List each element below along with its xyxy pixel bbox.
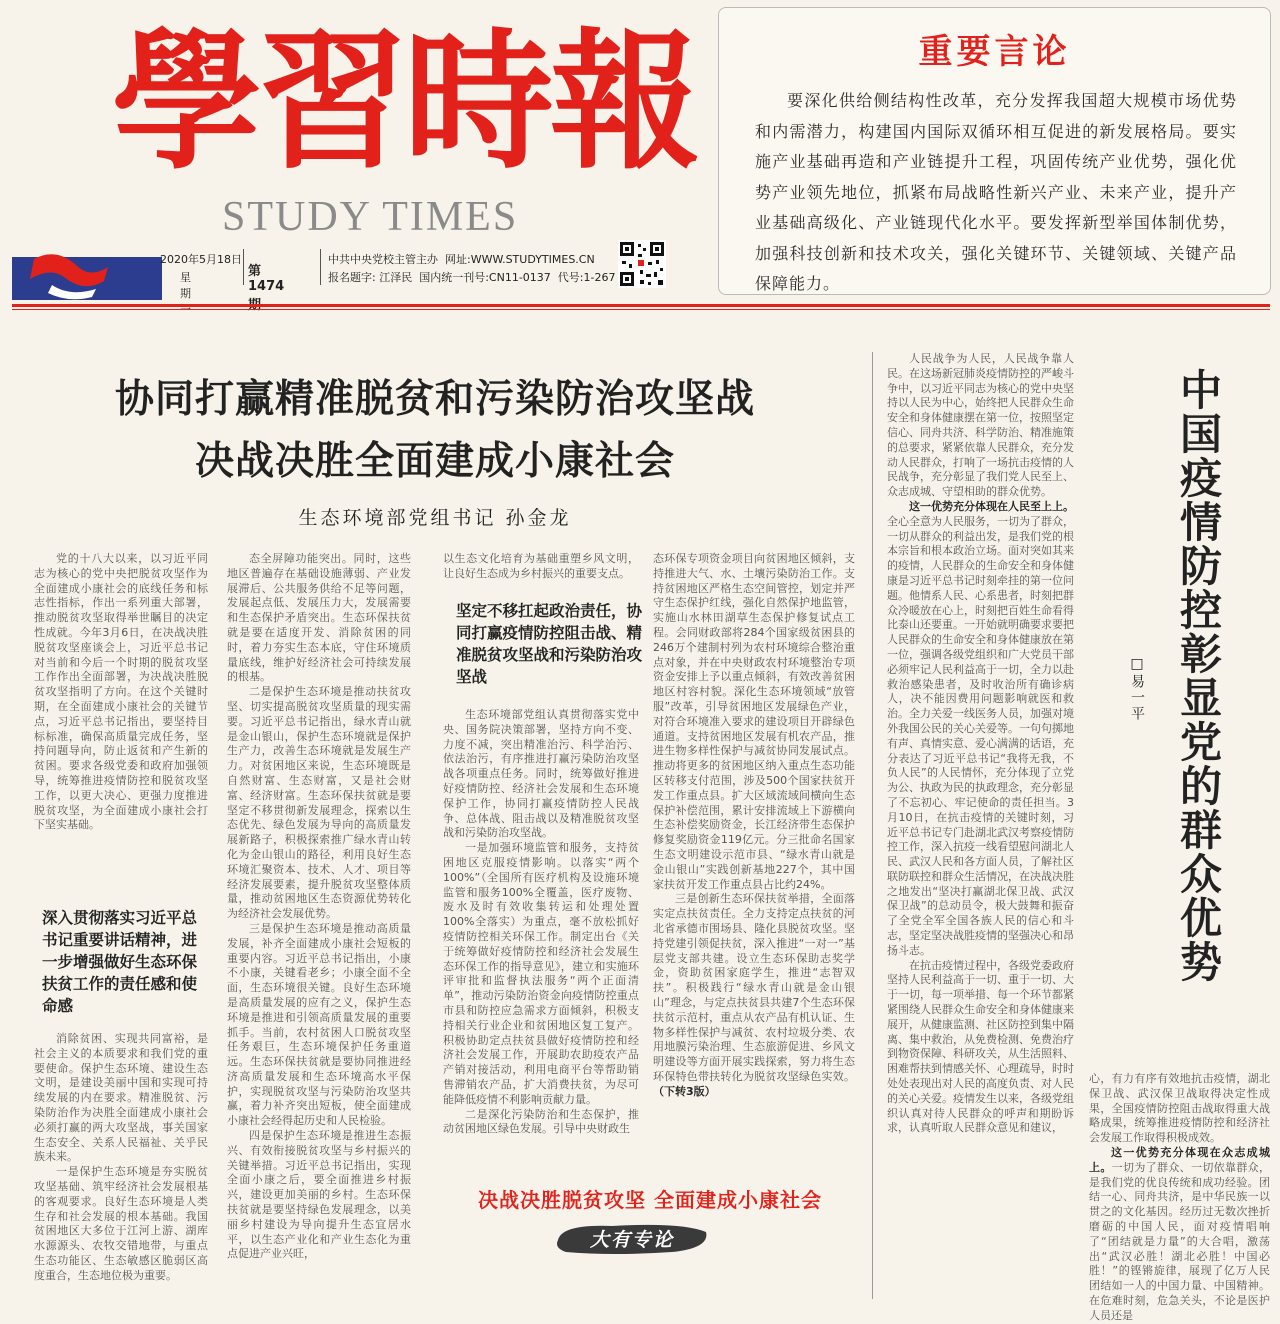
paragraph: 态环保专项资金项目向贫困地区倾斜，支持推进大气、水、土壤污染防治工作。支持贫困地区严格生态空间管控，划定并严守生态保护红线，强化自然保护地监管，实施山水林田湖草生态保护修复试点工程。会同财政部将284个国家级贫困县的246万个建制村列为农村环境综合整治重点对象，并在中央财政农村环境整治专项资金安排上予以重点倾斜，有效改善贫困地区村容村貌。深化生态环境领域“放管服”改革，引导贫困地区发展绿色产业，对符合环境准入要求的建设项目开辟绿色通道。支持贫困地区发展有机农产品，推进生物多样性保护与减贫协同发展试点。推动将更多的贫困地区纳入重点生态功能区转移支付范围，涉及500个国家扶贫开发工作重点县。扩大区域流域间横向生态保护补偿范围，累计安排流域上下游横向生态补偿奖励资金，长江经济带生态保护修复奖励资金119亿元。分三批命名国家生态文明建设示范市县、“绿水青山就是金山银山”实践创新基地227个，其中国家扶贫开发工作重点县占比约24%。	[653, 552, 855, 891]
masthead	[0, 0, 1280, 316]
paragraph: 心，有力有序有效地抗击疫情，湖北保卫战、武汉保卫战取得决定性成果，全国疫情防控阻击战取得重大战略成果，统筹推进疫情防控和经济社会发展工作取得积极成效。	[1089, 1072, 1270, 1145]
remarks-body: 要深化供给侧结构性改革，充分发挥我国超大规模市场优势和内需潜力，构建国内国际双循环相互促进的新发展格局。要实施产业基础再造和产业链提升工程，巩固传统产业优势，强化优势产业领先地位，抓紧布局战略性新兴产业、未来产业，提升产业基础高级化、产业链现代化水平。要发挥新型举国体制优势，加强科技创新和技术攻关，强化关键环节、关键领域、关键产品保障能力。	[755, 91, 1237, 293]
publisher-line	[328, 251, 595, 267]
issue-number: 第1474	[248, 264, 285, 294]
paragraph-text: 一切为了群众、一切依靠群众，是我们党的优良传统和成功经验。团结一心、同舟共济，是中华民族一以贯之的文化基因。经历过无数次挫折磨砺的中国人民，面对疫情唱响了“团结就是力量”的大合唱，激荡出“武汉必胜！湖北必胜！中国必胜！”的铿锵旋律，展现了亿万人民团结如一人的中国力量、中国精神。在危难时刻，危急关头，不论是医护人员还是	[1089, 1160, 1271, 1322]
qr-code-icon[interactable]	[618, 240, 666, 288]
column-seal	[552, 1218, 712, 1258]
paragraph: 消除贫困、实现共同富裕，是社会主义的本质要求和我们党的重要使命。保护生态环境、建设生态文明，是建设美丽中国和实现可持续发展的内在要求。精准脱贫、污染防治作为决胜全面建成小康社会必须打赢的两大攻坚战，事关国家生态安全、关系人民福祉、关乎民族未来。	[34, 1032, 208, 1164]
article-headline-secondary[interactable]: 决战决胜全面建成小康社会	[194, 439, 675, 484]
paragraph-lead: 这一优势充分体现在众志成城上。	[1089, 1145, 1270, 1174]
commentary-title[interactable]: 中国疫情防控彰显党的群众优势	[1174, 368, 1223, 984]
section-heading: 深入贯彻落实习近平总书记重要讲话精神，进一步增强做好生态环保扶贫工作的责任感和使命感	[42, 909, 198, 1015]
paragraph: 一是加强环境监管和服务，支持贫困地区克服疫情影响。以落实“两个100%”（全国所有医疗机构及设施环境监管和服务100%全覆盖，医疗废物、废水及时有效收集转运和处理处置100%全落实）为重点，毫不放松抓好疫情防控相关环保工作。制定出台《关于统筹做好疫情防控和经济社会发展生态环保工作的指导意见》，建立和实施环评审批和监督执法服务“两个正面清单”，推动污染防治资金向疫情防控重点市县和防控应急需求方面倾斜，积极支持相关行业企业和贫困地区复工复产。积极协助定点扶贫县做好疫情防控和经济社会发展工作，开展助农助疫农产品产销对接活动，利用电商平台等帮助销售滞销农产品，扩大消费扶贫，为尽可能降低疫情不利影响贡献力量。	[443, 841, 639, 1106]
paragraph-text: 三是创新生态环保扶贫举措，全面落实定点扶贫责任。全力支持定点扶贫的河北省承德市围场县、隆化县脱贫攻坚。坚持党建引领促扶贫，深入推进“一对一”基层党支部共建。设立生态环保助志奖学金，资助贫困家庭学生，推进“志智双扶”。积极践行“绿水青山就是金山银山”理念，与定点扶贫县共建7个生态环保扶贫示范村，重点从农产品有机认证、生物多样性保护与减贫、农村垃圾分类、农用地膜污染治理、生态旅游促进、乡风文明建设等方面开展实践探索，努力将生态环保特色带扶转化为脱贫攻坚绿色实效。	[653, 892, 855, 1083]
issue-weekday: 星期一	[180, 271, 191, 316]
article-column-1	[34, 552, 208, 900]
article-column-1-cont	[34, 1032, 208, 1299]
divider	[243, 249, 244, 285]
article-column-3	[443, 552, 639, 584]
paragraph: 一是保护生态环境是夯实脱贫攻坚基础、筑牢经济社会发展根基的客观要求。良好生态环境是人类生存和社会发展的根本基础。我国贫困地区大多位于江河上游、湖库水源源头、农牧交错地带，与重点生态功能区、生态敏感区脆弱区高度重合，生态地位极为重要。	[34, 1165, 208, 1282]
sponsor: 中共中央党校主管主办	[328, 253, 438, 266]
cn-number: 国内统一刊号:CN11-0137	[419, 271, 551, 284]
paragraph: 人民战争为人民，人民战争靠人民。在这场新冠肺炎疫情防控的严峻斗争中，以习近平同志为核心的党中央坚持以人民为中心，始终把人民群众生命安全和身体健康摆在第一位，按照坚定信心、同舟共济、科学防治、精准施策的总要求，紧紧依靠人民群众，充分发动人民群众，打响了一场抗击疫情的人民战争，充分彰显了我们党人民至上、众志成城、守望相助的群众优势。	[887, 352, 1074, 499]
seal-label: 大有专论	[589, 1229, 675, 1251]
masthead-divider	[12, 304, 1270, 307]
divider	[320, 249, 321, 285]
campaign-banner: 决战决胜脱贫攻坚 全面建成小康社会	[478, 1188, 822, 1212]
paragraph: 二是保护生态环境是推动扶贫攻坚、切实提高脱贫攻坚质量的现实需要。习近平总书记指出，绿水青山就是金山银山，保护生态环境就是保护生产力，改善生态环境就是发展生产力。对贫困地区来说，生态环境既是自然财富、生态财富，又是社会财富、经济财富。生态环保扶贫就是要坚定不移贯彻新发展理念，探索以生态优先、绿色发展为导向的高质量发展新路子，积极探索推广绿水青山转化为金山银山的路径，利用良好生态环境汇聚资本、技术、人才、项目等经济发展要素，提升脱贫攻坚整体质量，推动贫困地区生态资源优势转化为经济社会发展优势。	[227, 685, 411, 921]
article-byline: 生态环境部党组书记 孙金龙	[298, 507, 572, 529]
column-divider	[872, 352, 873, 1299]
article-column-3-cont	[443, 708, 639, 1178]
masthead-divider-thin	[12, 309, 1270, 310]
website-link[interactable]: 网址:WWW.STUDYTIMES.CN	[445, 253, 595, 266]
commentary-column-2	[1089, 1072, 1271, 1322]
continued-link[interactable]: （下转3版）	[653, 1084, 716, 1098]
paragraph: 以生态文化培育为基础重塑乡风文明，让良好生态成为乡村振兴的重要支点。	[443, 552, 639, 580]
newspaper-logo-english: STUDY TIMES	[222, 194, 519, 240]
paragraph: 态全屏障功能突出。同时，这些地区普遍存在基础设施薄弱、产业发展滞后、公共服务供给不足等问题，发展起点低、发展压力大，发展需要和生态保护矛盾突出。生态环保扶贫就是要在适度开发、消除贫困的同时，着力夯实生态本底，守住环境质量底线，维护好经济社会可持续发展的根基。	[227, 552, 411, 684]
issue-date: 2020年5月18日	[160, 253, 242, 266]
paragraph: 在抗击疫情过程中，各级党委政府坚持人民利益高于一切、重于一切、大于一切，每一项举措、每一个环节都紧紧围绕人民群众生命安全和身体健康来展开，从健康监测、社区防控到集中隔离、集中救治，从免费检测、免费治疗到物资保障、科研攻关，从生活照料、困难帮扶到情感关怀、心理疏导，时时处处表现出对人民的高度负责、对人民的关心关爱。疫情发生以来，各级党组织认真对待人民群众的呼声和期盼诉求，认真听取人民群众意见和建议，	[887, 958, 1074, 1135]
paragraph: 党的十八大以来，以习近平同志为核心的党中央把脱贫攻坚作为全面建成小康社会的底线任务和标志性指标，作出一系列重大部署，推动脱贫攻坚取得举世瞩目的决定性成就。今年3月6日，在决战决胜脱贫攻坚座谈会上，习近平总书记对当前和今后一个时期的脱贫攻坚工作作出全面部署，为决战决胜脱贫攻坚指明了方向。在这个关键时期，在全面建成小康社会的关键节点，习近平总书记指出，要坚持目标标准，确保高质量完成任务，坚持问题导向，防止返贫和产生新的贫困。要求各级党委和政府加强领导，统筹推进疫情防控和脱贫攻坚工作，以更大决心、更强力度推进脱贫攻坚，为全面建成小康社会打下坚实基础。	[34, 552, 208, 832]
section-heading: 坚定不移扛起政治责任，协同打赢疫情防控阻击战、精准脱贫攻坚战和污染防治攻坚战	[456, 602, 643, 686]
article-column-2	[227, 552, 411, 1299]
paragraph: 四是保护生态环境是推进生态振兴、有效衔接脱贫攻坚与乡村振兴的关键举措。习近平总书记指出，实现全面小康之后，要全面推进乡村振兴，建设更加美丽的乡村。生态环保扶贫就是要坚持绿色发展理念，以美丽乡村建设为导向提升生态宜居水平，以生态产业化和产业生态化为重点促进产业兴旺，	[227, 1129, 411, 1261]
remarks-title: 重要言论	[918, 32, 1071, 72]
paragraph-lead: 这一优势充分体现在人民至上上。	[909, 499, 1074, 513]
paragraph	[653, 892, 855, 1099]
paragraph-text: 全心全意为人民服务，一切为了群众，一切从群众的利益出发，是我们党的根本宗旨和根本政治立场。面对突如其来的疫情，人民群众的生命安全和身体健康是习近平总书记时刻牵挂的第一位问题。他情系人民、心系患者，时刻把群众冷暖放在心上，时刻把百姓生命看得比泰山还要重。一开始就明确要求要把人民群众的生命安全和身体健康放在第一位，强调各级党组织和广大党员干部必须牢记人民利益高于一切，全力以赴救治感染患者，及时收治所有确诊病人，决不能因费用问题影响就医和救治。全力关爱一线医务人员，加强对境外我国公民的关心关爱等。一句句掷地有声、真情实意、爱心满满的话语，充分表达了习近平总书记“我将无我，不负人民”的人民情怀，充分体现了立党为公、执政为民的执政理念，充分彰显了不忘初心、牢记使命的责任担当。3月10日，在抗击疫情的关键时刻，习近平总书记专门赴湖北武汉考察疫情防控工作，深入抗疫一线看望慰问湖北人民、武汉人民和各方面人员，了解社区联防联控和群众生活情况，在决战决胜之地发出“坚决打赢湖北保卫战、武汉保卫战”的总动员令，极大鼓舞和振奋了全党全军全国各族人民的信心和斗志，坚定坚决战胜疫情的坚强决心和昂扬斗志。	[887, 514, 1074, 957]
postal-code: 代号:1-267	[557, 271, 616, 284]
paragraph: 生态环境部党组认真贯彻落实党中央、国务院决策部署，坚持方向不变、力度不减，突出精准治污、科学治污、依法治污，有序推进打赢污染防治攻坚战各项重点任务。同时，统筹做好推进好疫情防控、经济社会发展和生态环境保护工作，协同打赢疫情防控人民战争、总体战、阻击战以及精准脱贫攻坚战和污染防治攻坚战。	[443, 708, 639, 840]
commentary-author: □易一平	[1129, 656, 1145, 722]
newspaper-logo: 學習時報	[112, 14, 697, 190]
article-headline[interactable]: 协同打赢精准脱贫和污染防治攻坚战	[114, 377, 755, 422]
registration-line	[328, 269, 615, 285]
article-column-4	[653, 552, 855, 1176]
paragraph: 三是保护生态环境是推动高质量发展，补齐全面建成小康社会短板的重要内容。习近平总书记指出，小康不小康，关键看老乡；小康全面不全面，生态环境很关键。良好生态环境是高质量发展的应有之义，保护生态环境是推进和引领高质量发展的重要抓手。当前，农村贫困人口脱贫攻坚任务艰巨，生态环境保护任务重道远。生态环保扶贫就是要协同推进经济高质量发展和生态环境高水平保护，实现脱贫攻坚与污染防治攻坚共赢，着力补齐突出短板，使全面建成小康社会经得起历史和人民检验。	[227, 921, 411, 1128]
paragraph: 二是深化污染防治和生态保护，推动贫困地区绿色发展。引导中央财政生	[443, 1107, 639, 1136]
paragraph	[1089, 1146, 1270, 1324]
party-school-emblem-icon	[12, 237, 162, 300]
commentary-column-1	[887, 352, 1074, 1299]
inscription: 报名题字: 江泽民	[328, 271, 413, 284]
paragraph	[887, 500, 1074, 959]
important-remarks-box	[718, 7, 1271, 295]
